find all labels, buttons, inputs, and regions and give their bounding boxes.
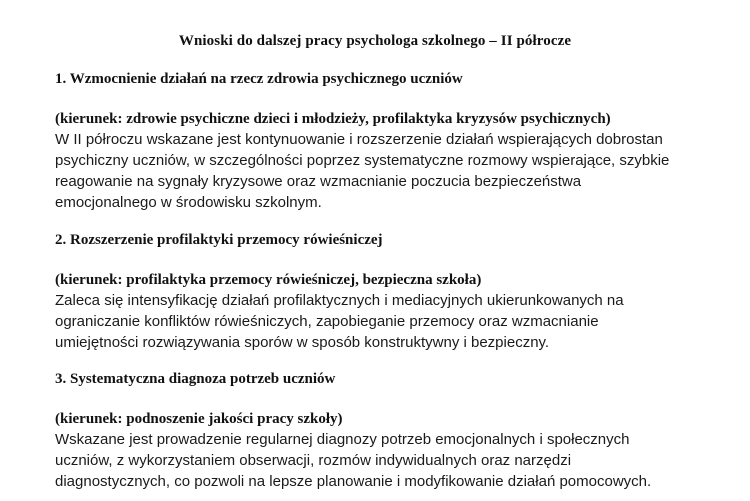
section-direction: (kierunek: zdrowie psychiczne dzieci i młodzieży, profilaktyka kryzysów psychicznych): [55, 111, 611, 127]
paragraph-line: ograniczanie konfliktów rówieśniczych, zapobieganie przemocy oraz wzmacnianie: [55, 313, 599, 330]
paragraph-line: umiejętności rozwiązywania sporów w sposób konstruktywny i bezpieczny.: [55, 334, 550, 351]
document-title: Wnioski do dalszej pracy psychologa szkolnego – II półrocze: [178, 33, 572, 49]
paragraph-line: uczniów, z wykorzystaniem obserwacji, rozmów indywidualnych oraz narzędzi: [55, 452, 572, 469]
section-heading: 1. Wzmocnienie działań na rzecz zdrowia psychicznego uczniów: [55, 71, 463, 87]
paragraph-line: W II półroczu wskazane jest kontynuowanie i rozszerzenie działań wspierających dobrostan: [55, 131, 663, 148]
section-direction: (kierunek: podnoszenie jakości pracy szkoły): [55, 411, 343, 427]
paragraph-line: psychiczny uczniów, w szczególności poprzez systematyczne rozmowy wspierające, szybkie: [55, 152, 670, 169]
paragraph-line: diagnostycznych, co pozwoli na lepsze planowanie i modyfikowanie działań pomocowych.: [55, 473, 652, 490]
paragraph-line: emocjonalnego w środowisku szkolnym.: [55, 194, 322, 211]
paragraph-line: Wskazane jest prowadzenie regularnej diagnozy potrzeb emocjonalnych i społecznych: [55, 431, 630, 448]
section-direction: (kierunek: profilaktyka przemocy rówieśniczej, bezpieczna szkoła): [55, 272, 482, 288]
paragraph-line: Zaleca się intensyfikację działań profilaktycznych i mediacyjnych ukierunkowanych na: [55, 292, 624, 309]
section-heading: 2. Rozszerzenie profilaktyki przemocy rówieśniczej: [55, 232, 383, 248]
paragraph-line: reagowanie na sygnały kryzysowe oraz wzmacnianie poczucia bezpieczeństwa: [55, 173, 582, 190]
section-heading: 3. Systematyczna diagnoza potrzeb uczniów: [55, 371, 336, 387]
